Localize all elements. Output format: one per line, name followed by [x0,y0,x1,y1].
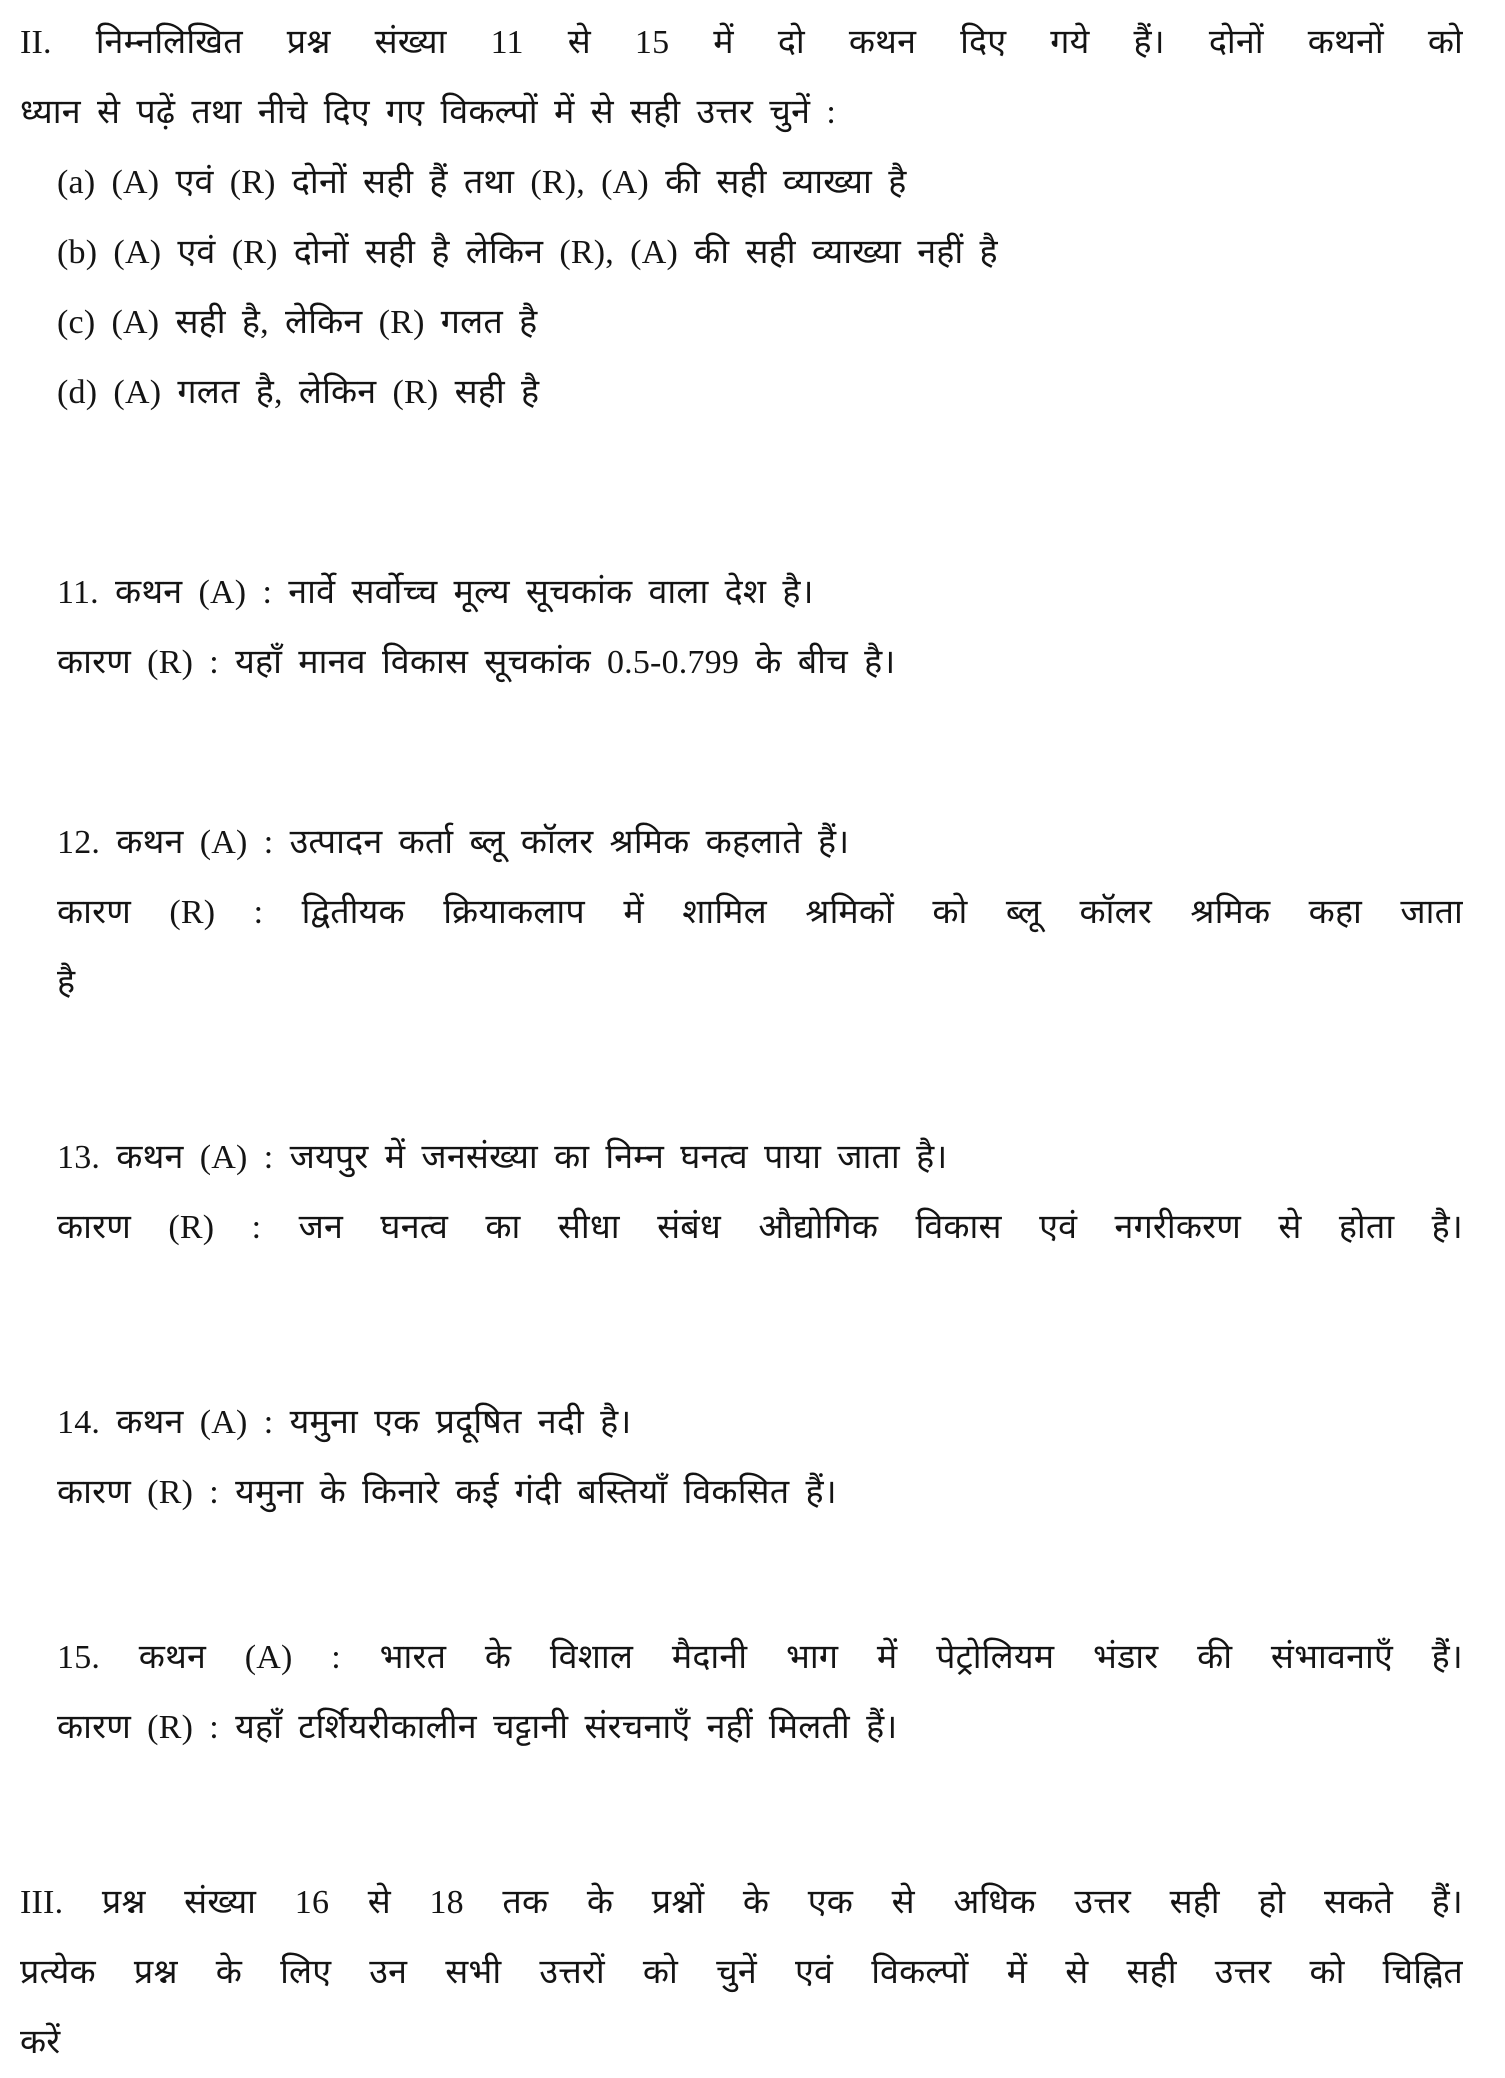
question-11-reason: कारण (R) : यहाँ मानव विकास सूचकांक 0.5-0.799 के बीच है। [57,644,896,681]
option-d: (d) (A) गलत है, लेकिन (R) सही है [57,374,540,411]
section-iii-heading-line-2: प्रत्येक प्रश्न के लिए उन सभी उत्तरों को चुनें एवं विकल्पों में से सही उत्तर को चिह्नित [20,1954,1463,1991]
question-12 [57,808,1463,1018]
question-14-reason: कारण (R) : यमुना के किनारे कई गंदी बस्तियाँ विकसित हैं। [57,1474,837,1511]
question-12-reason-line-2: है [57,964,76,1001]
question-12-assertion: 12. कथन (A) : उत्पादन कर्ता ब्लू कॉलर श्रमिक कहलाते हैं। [57,824,850,861]
question-13-assertion: 13. कथन (A) : जयपुर में जनसंख्या का निम्न घनत्व पाया जाता है। [57,1139,948,1176]
question-14-assertion: 14. कथन (A) : यमुना एक प्रदूषित नदी है। [57,1404,632,1441]
option-b: (b) (A) एवं (R) दोनों सही है लेकिन (R), (A) की सही व्याख्या नहीं है [57,234,998,271]
section-ii-heading-line-2: ध्यान से पढ़ें तथा नीचे दिए गए विकल्पों में से सही उत्तर चुनें : [20,94,836,131]
question-13-reason: कारण (R) : जन घनत्व का सीधा संबंध औद्योगिक विकास एवं नगरीकरण से होता है। [57,1209,1463,1246]
section-iii-instructions [20,1868,1463,2078]
option-a: (a) (A) एवं (R) दोनों सही हैं तथा (R), (A) की सही व्याख्या है [57,164,907,201]
question-15 [57,1623,1463,1763]
question-12-reason-line-1: कारण (R) : द्वितीयक क्रियाकलाप में शामिल श्रमिकों को ब्लू कॉलर श्रमिक कहा जाता [57,894,1463,931]
section-iii-heading-line-1: III. प्रश्न संख्या 16 से 18 तक के प्रश्नों के एक से अधिक उत्तर सही हो सकते हैं। [20,1884,1463,1921]
question-11-assertion: 11. कथन (A) : नार्वे सर्वोच्च मूल्य सूचकांक वाला देश है। [57,574,814,611]
section-ii-heading-line-1: II. निम्नलिखित प्रश्न संख्या 11 से 15 में दो कथन दिए गये हैं। दोनों कथनों को [20,24,1463,61]
question-11 [57,558,1463,698]
question-15-assertion: 15. कथन (A) : भारत के विशाल मैदानी भाग में पेट्रोलियम भंडार की संभावनाएँ हैं। [57,1639,1463,1676]
option-c: (c) (A) सही है, लेकिन (R) गलत है [57,304,538,341]
answer-options-list [57,148,1463,428]
question-15-reason: कारण (R) : यहाँ टर्शियरीकालीन चट्टानी संरचनाएँ नहीं मिलती हैं। [57,1709,898,1746]
question-14 [57,1388,1463,1528]
section-ii-instructions [20,8,1463,148]
section-iii-heading-line-3: करें [20,2024,61,2061]
question-13 [57,1123,1463,1263]
